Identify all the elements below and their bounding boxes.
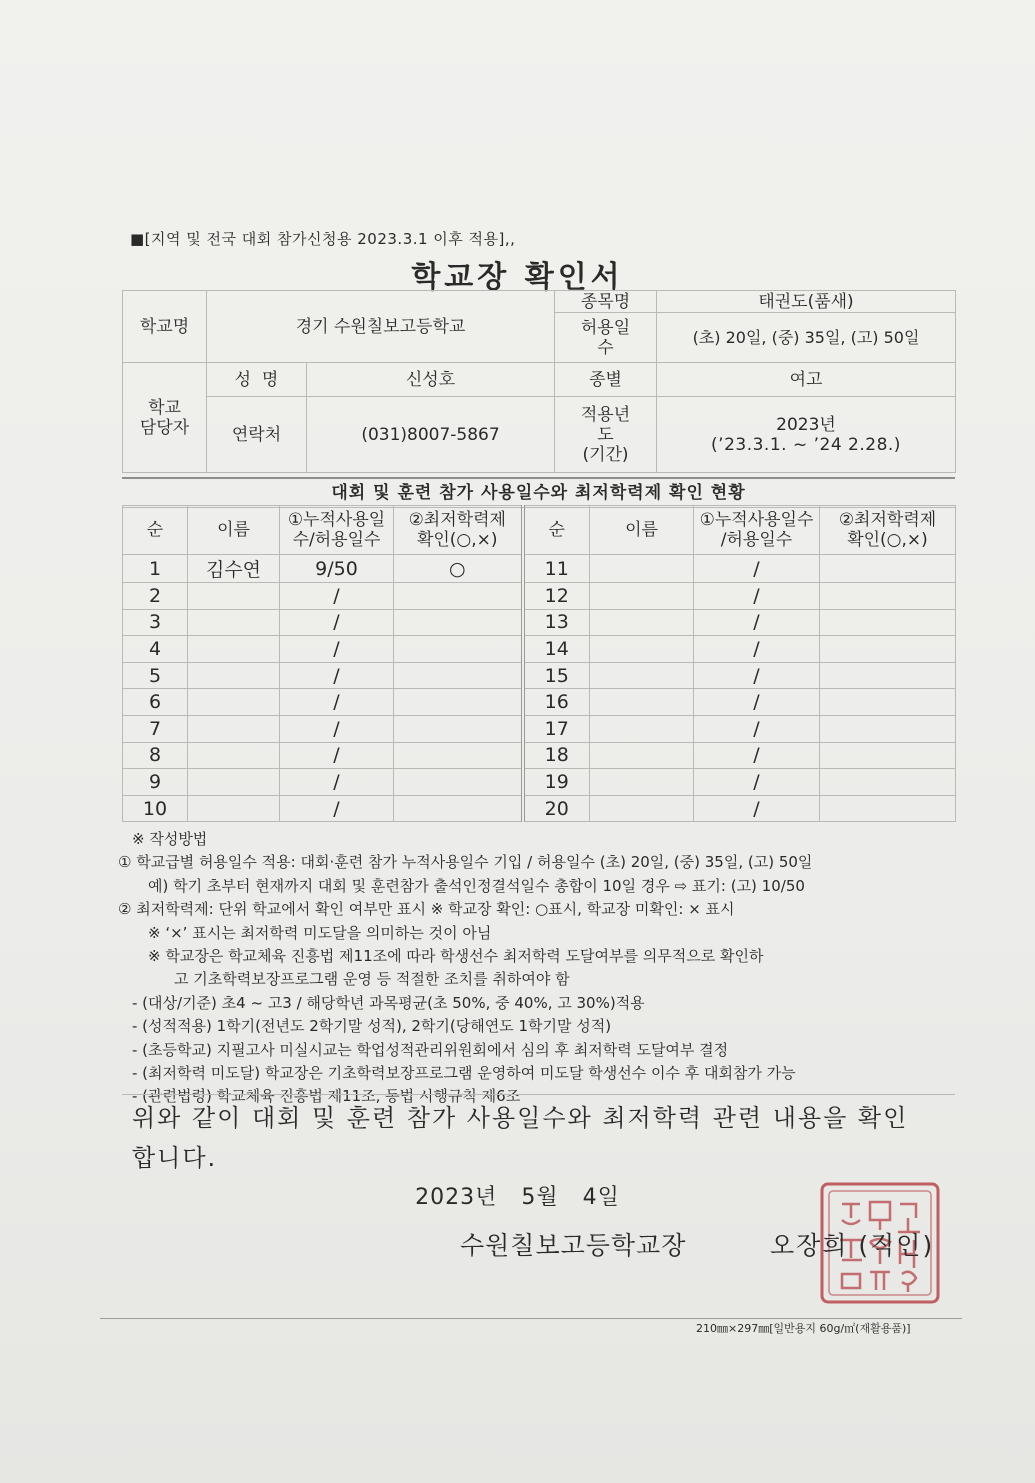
document-title: 학교장 확인서 bbox=[411, 260, 624, 295]
used-allowed-days: / bbox=[280, 689, 394, 716]
table-row bbox=[123, 742, 956, 769]
apply-year-label-line3: (기간) bbox=[582, 444, 629, 465]
row-no: 14 bbox=[523, 636, 590, 663]
min-academic-check bbox=[394, 742, 523, 769]
event-label: 종목명 bbox=[555, 291, 657, 313]
row-no: 19 bbox=[523, 769, 590, 796]
allowed-days-value: (초) 20일, (중) 35일, (고) 50일 bbox=[657, 313, 956, 363]
student-name bbox=[590, 583, 694, 610]
min-academic-check bbox=[820, 583, 956, 610]
detail-4: - (최저학력 미도달) 학교장은 기초학력보장프로그램 운영하여 미도달 학생선수 이수 후 대회참가 가능 bbox=[132, 1064, 796, 1083]
table-header-row bbox=[123, 506, 956, 555]
note-1-example: 예) 학기 초부터 현재까지 대회 및 훈련참가 출석인정결석일수 총합이 10일 경우 ⇨ 표기: (고) 10/50 bbox=[148, 876, 805, 895]
school-name-value: 경기 수원칠보고등학교 bbox=[207, 291, 555, 363]
used-allowed-days: / bbox=[280, 636, 394, 663]
used-allowed-days: / bbox=[280, 742, 394, 769]
used-allowed-days: / bbox=[694, 742, 820, 769]
table-row bbox=[123, 769, 956, 796]
col-header-days-right-line1: ①누적사용일수 bbox=[699, 510, 814, 530]
table-row bbox=[123, 609, 956, 636]
contact-value: (031)8007-5867 bbox=[307, 397, 555, 473]
staff-name-label: 성 명 bbox=[207, 363, 307, 397]
note-1: ① 학교급별 허용일수 적용: 대회·훈련 참가 누적사용일수 기입 / 허용일수 (초) 20일, (중) 35일, (고) 50일 bbox=[118, 853, 813, 872]
note-2-a: ※ ‘×’ 표시는 최저학력 미도달을 의미하는 것이 아님 bbox=[148, 923, 492, 942]
signer-name: 오장희 (직인) bbox=[770, 1231, 935, 1260]
apply-year-label-line2: 도 bbox=[597, 424, 614, 445]
category-label: 종별 bbox=[555, 363, 657, 397]
row-no: 4 bbox=[123, 636, 188, 663]
student-name bbox=[188, 662, 280, 689]
col-header-days-line2: 수/허용일수 bbox=[292, 530, 381, 550]
notes-divider bbox=[122, 1094, 955, 1095]
col-header-days-right-line2: /허용일수 bbox=[720, 530, 793, 550]
school-name-label: 학교명 bbox=[123, 291, 207, 363]
apply-period: (’23.3.1. ~ ’24 2.28.) bbox=[711, 434, 901, 455]
used-allowed-days: / bbox=[280, 662, 394, 689]
min-academic-check bbox=[820, 715, 956, 742]
used-allowed-days: / bbox=[694, 636, 820, 663]
used-allowed-days: / bbox=[694, 555, 820, 583]
notes-heading: ※ 작성방법 bbox=[132, 830, 208, 848]
apply-year-label-line1: 적용년 bbox=[580, 404, 631, 425]
table-row bbox=[123, 715, 956, 742]
student-name bbox=[590, 636, 694, 663]
col-header-min-line2: 확인(○,×) bbox=[416, 530, 498, 550]
min-academic-check bbox=[820, 689, 956, 716]
min-academic-check bbox=[394, 609, 523, 636]
min-academic-check: ○ bbox=[394, 555, 523, 583]
min-academic-check bbox=[394, 769, 523, 796]
allowed-days-label-line2: 수 bbox=[597, 337, 614, 358]
confirmation-statement bbox=[132, 1098, 952, 1178]
apply-year-label bbox=[555, 397, 657, 473]
student-name bbox=[188, 715, 280, 742]
row-no: 11 bbox=[523, 555, 590, 583]
row-no: 5 bbox=[123, 662, 188, 689]
used-allowed-days: / bbox=[694, 769, 820, 796]
student-name bbox=[188, 636, 280, 663]
min-academic-check bbox=[394, 636, 523, 663]
issue-date: 2023년 5월 4일 bbox=[415, 1185, 620, 1210]
paper-spec: 210㎜×297㎜[일반용지 60g/㎡(재활용품)] bbox=[696, 1322, 911, 1335]
participation-table bbox=[122, 505, 956, 822]
used-allowed-days: / bbox=[694, 662, 820, 689]
signer-title: 수원칠보고등학교장 bbox=[460, 1231, 687, 1260]
confirmation-line2: 합니다. bbox=[132, 1144, 218, 1172]
table-row bbox=[123, 795, 956, 822]
note-2-b-line2: 고 기초학력보장프로그램 운영 등 적절한 조치를 취하여야 함 bbox=[174, 970, 570, 989]
table-row bbox=[123, 689, 956, 716]
min-academic-check bbox=[820, 555, 956, 583]
col-header-min-line1: ②최저학력제 bbox=[408, 510, 506, 530]
student-name bbox=[590, 609, 694, 636]
used-allowed-days: / bbox=[694, 609, 820, 636]
row-no: 15 bbox=[523, 662, 590, 689]
table-row bbox=[123, 636, 956, 663]
detail-5: - (관련법령) 학교체육 진흥법 제11조, 동법 시행규칙 제6조 bbox=[132, 1087, 521, 1106]
min-academic-check bbox=[394, 795, 523, 822]
writing-instructions bbox=[118, 828, 963, 1109]
allowed-days-label bbox=[555, 313, 657, 363]
col-header-name: 이름 bbox=[188, 506, 280, 555]
student-name bbox=[188, 689, 280, 716]
student-name bbox=[590, 742, 694, 769]
col-header-days bbox=[280, 506, 394, 555]
table-row bbox=[123, 583, 956, 610]
allowed-days-label-line1: 허용일 bbox=[580, 317, 631, 338]
col-header-no-right: 순 bbox=[523, 506, 590, 555]
row-no: 3 bbox=[123, 609, 188, 636]
staff-label-line1: 학교 bbox=[148, 397, 181, 418]
row-no: 17 bbox=[523, 715, 590, 742]
student-name bbox=[590, 795, 694, 822]
col-header-no: 순 bbox=[123, 506, 188, 555]
used-allowed-days: / bbox=[694, 795, 820, 822]
row-no: 2 bbox=[123, 583, 188, 610]
col-header-min-right-line2: 확인(○,×) bbox=[847, 530, 928, 550]
min-academic-check bbox=[820, 742, 956, 769]
student-name bbox=[188, 795, 280, 822]
min-academic-check bbox=[394, 689, 523, 716]
row-no: 10 bbox=[123, 795, 188, 822]
detail-2: - (성적적용) 1학기(전년도 2학기말 성적), 2학기(당해연도 1학기말 성적) bbox=[132, 1017, 612, 1036]
row-no: 16 bbox=[523, 689, 590, 716]
min-academic-check bbox=[820, 795, 956, 822]
row-no: 20 bbox=[523, 795, 590, 822]
student-name bbox=[590, 555, 694, 583]
row-no: 8 bbox=[123, 742, 188, 769]
apply-year: 2023년 bbox=[776, 414, 836, 435]
table-row bbox=[123, 555, 956, 583]
student-name bbox=[590, 662, 694, 689]
section-title: 대회 및 훈련 참가 사용일수와 최저학력제 확인 현황 bbox=[122, 477, 955, 508]
table-row bbox=[123, 662, 956, 689]
student-name: 김수연 bbox=[188, 555, 280, 583]
row-no: 1 bbox=[123, 555, 188, 583]
used-allowed-days: / bbox=[694, 583, 820, 610]
student-name bbox=[590, 689, 694, 716]
student-name bbox=[590, 715, 694, 742]
used-allowed-days: / bbox=[694, 715, 820, 742]
min-academic-check bbox=[394, 662, 523, 689]
row-no: 9 bbox=[123, 769, 188, 796]
staff-label bbox=[123, 363, 207, 473]
contact-label: 연락처 bbox=[207, 397, 307, 473]
student-name bbox=[590, 769, 694, 796]
student-name bbox=[188, 583, 280, 610]
student-name bbox=[188, 769, 280, 796]
note-2-b-line1: ※ 학교장은 학교체육 진흥법 제11조에 따라 학생선수 최저학력 도달여부를 의무적으로 확인하 bbox=[148, 947, 764, 966]
min-academic-check bbox=[394, 715, 523, 742]
min-academic-check bbox=[820, 636, 956, 663]
student-name bbox=[188, 742, 280, 769]
used-allowed-days: / bbox=[280, 769, 394, 796]
confirmation-line1: 위와 같이 대회 및 훈련 참가 사용일수와 최저학력 관련 내용을 확인 bbox=[132, 1104, 909, 1132]
col-header-days-line1: ①누적사용일 bbox=[287, 510, 386, 530]
used-allowed-days: / bbox=[694, 689, 820, 716]
min-academic-check bbox=[394, 583, 523, 610]
apply-year-value bbox=[657, 397, 956, 473]
row-no: 13 bbox=[523, 609, 590, 636]
col-header-name-right: 이름 bbox=[590, 506, 694, 555]
detail-1: - (대상/기준) 초4 ~ 고3 / 해당학년 과목평균(초 50%, 중 40%, 고 30%)적용 bbox=[132, 993, 645, 1012]
student-name bbox=[188, 609, 280, 636]
min-academic-check bbox=[820, 609, 956, 636]
form-applicability-note: ■[지역 및 전국 대회 참가신청용 2023.3.1 이후 적용],, bbox=[130, 230, 516, 248]
detail-3: - (초등학교) 지필고사 미실시교는 학업성적관리위원회에서 심의 후 최저학력 도달여부 결정 bbox=[132, 1040, 729, 1059]
col-header-min-academic-right bbox=[820, 506, 956, 555]
min-academic-check bbox=[820, 662, 956, 689]
used-allowed-days: / bbox=[280, 715, 394, 742]
staff-name-value: 신성호 bbox=[307, 363, 555, 397]
note-2: ② 최저학력제: 단위 학교에서 확인 여부만 표시 ※ 학교장 확인: ○표시, 학교장 미확인: × 표시 bbox=[118, 900, 735, 919]
row-no: 12 bbox=[523, 583, 590, 610]
row-no: 6 bbox=[123, 689, 188, 716]
used-allowed-days: / bbox=[280, 609, 394, 636]
row-no: 7 bbox=[123, 715, 188, 742]
row-no: 18 bbox=[523, 742, 590, 769]
used-allowed-days: / bbox=[280, 583, 394, 610]
event-value: 태권도(품새) bbox=[657, 291, 956, 313]
staff-label-line2: 담당자 bbox=[139, 417, 190, 438]
category-value: 여고 bbox=[657, 363, 956, 397]
used-allowed-days: / bbox=[280, 795, 394, 822]
col-header-days-right bbox=[694, 506, 820, 555]
school-info-table bbox=[122, 290, 956, 473]
footer-divider bbox=[100, 1318, 962, 1319]
col-header-min-academic bbox=[394, 506, 523, 555]
used-allowed-days: 9/50 bbox=[280, 555, 394, 583]
min-academic-check bbox=[820, 769, 956, 796]
table-body bbox=[123, 555, 956, 822]
col-header-min-right-line1: ②최저학력제 bbox=[838, 510, 937, 530]
